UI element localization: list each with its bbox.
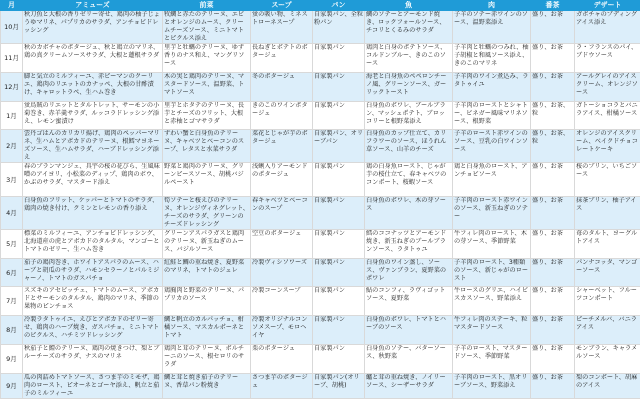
- tea-cell: 盛り、お茶: [531, 374, 575, 399]
- amuse-cell: 標菜のミルフィーユ、アンチョビドレッシング、北海道産の虎とアボカドのタルタル、マンゴーとトマトのゼリー、生ハム巻き: [23, 230, 163, 259]
- month-cell: 8月: [1, 316, 23, 345]
- amuse-cell: 白身魚のフリット、ケッパーとトマトのサラダ、鶏肉の焼き付け、クミンとレモンの香り添え: [23, 197, 163, 230]
- soup-cell: 冷製コーンスープ: [251, 287, 313, 316]
- tea-cell: 盛り、お茶: [531, 163, 575, 197]
- amuse-cell: 春のプランマンジェ、具宇の桜の花びら、生風味噌のアイヨリ、小松菜のディップ、鶏肉のボウ、かぶのサラダ、マスタード添え: [23, 163, 163, 197]
- tea-cell: 盛り、お茶: [531, 259, 575, 287]
- bread-cell: 自家製パン: [313, 73, 365, 102]
- column-header-tea: 番茶: [531, 1, 575, 11]
- fish-cell: 鶏肉と白身のポテトソース、コルドンブルー、きのこのソース: [365, 44, 453, 73]
- header-row: [1, 1, 640, 11]
- amuse-cell: 秋のカボチャのポタージュ、秋と鶏立のマリネ、鶏の真クリームソースサラダ、大根と蓮根サラダ: [23, 44, 163, 73]
- table-body: [1, 11, 640, 399]
- dessert-cell: パンナコッタ、マンゴーソース: [575, 259, 640, 287]
- fish-cell: 鶏の白身魚ロースト、じゃが芋の桜仕立て、春キャベツのコンポート、桜蝦ソース: [365, 163, 453, 197]
- column-header-meat: 肉: [453, 1, 531, 11]
- fish-cell: 白身魚のワイン蒸し、ソース、ヴァンブラン、夏野菜のポワレ: [365, 259, 453, 287]
- bread-cell: 自家製パン: [313, 345, 365, 374]
- column-header-bread: パン: [313, 1, 365, 11]
- table-row: [1, 163, 640, 197]
- meat-cell: 牛フィレ肉のロースト、木の芽ソース、季節野菜: [453, 230, 531, 259]
- tea-cell: 盛り、お茶: [531, 345, 575, 374]
- column-header-amuse: アミューズ: [23, 1, 163, 11]
- amuse-cell: スズキのアセビッチェ、トマトのムース、アボカドとサーモンのタルタル、鶏肉のマリネ、季節の果物のピンチョス: [23, 287, 163, 316]
- column-header-fish: 魚: [365, 1, 453, 11]
- table-row: [1, 130, 640, 163]
- table-row: [1, 73, 640, 102]
- fish-cell: 白身魚のポワレ、トマトとハーブのソース: [365, 316, 453, 345]
- appetizer-cell: 鶏肉と茸のテリーヌ、ポルチーニのソース、根セロリのサラダ: [163, 345, 251, 374]
- table-row: [1, 287, 640, 316]
- fish-cell: 白身魚のソテー、バターソース、秋野菜: [365, 345, 453, 374]
- dessert-cell: アールグレイのアイスクリーム、オレンジソース: [575, 73, 640, 102]
- soup-cell: 蛍の吸い物、ミネストローネスープ: [251, 11, 313, 44]
- table-row: [1, 197, 640, 230]
- fish-cell: 鱸と茸の重ね焼き、ノイリーソース、シーザーサラダ: [365, 374, 453, 399]
- meat-cell: 子羊肉のロースト、黒オリーブソース、野菜添え: [453, 374, 531, 399]
- dessert-cell: 梨のコンポート、胡麻のアイス: [575, 374, 640, 399]
- table-row: [1, 102, 640, 130]
- tea-cell: 盛り、お茶: [531, 73, 575, 102]
- month-cell: 4月: [1, 197, 23, 230]
- meat-cell: 子羊のソテー赤ワインのソース、温野菜添え: [453, 11, 531, 44]
- tea-cell: 盛り、お茶: [531, 316, 575, 345]
- tea-cell: 盛り、お茶: [531, 230, 575, 259]
- tea-cell: 盛り、お茶: [531, 44, 575, 73]
- bread-cell: 自家製パン(オリーブ、胡桃): [313, 374, 365, 399]
- dessert-cell: 桜のプリン、いちごソース: [575, 163, 640, 197]
- meat-cell: 子羊肉のワイン煮込み、ラタトゥイユ: [453, 73, 531, 102]
- dessert-cell: オレンジのアイスクリーム、ベイクドチョコレートケーキ: [575, 130, 640, 163]
- tea-cell: 盛り、お茶: [531, 11, 575, 44]
- appetizer-cell: 木の実と鶏肉のテリーヌ、マスタードソース、温野菜、トマトソース: [163, 73, 251, 102]
- dessert-cell: 抹茶プリン、柚子アイス: [575, 197, 640, 230]
- meat-cell: 子羊肉と牡蠣のつみれ、柚子胡椒と和風ソース添え、きのこのマリネ: [453, 44, 531, 73]
- table-row: [1, 316, 640, 345]
- bread-cell: 自家製パン: [313, 197, 365, 230]
- fish-cell: 白身魚のカップ仕立て、カリフラワーのソース、ほうれん草ソース、山羊のチーズ: [365, 130, 453, 163]
- column-header-dessert: デザート: [575, 1, 640, 11]
- fish-cell: 白身魚のポワレ、ブールブラン、マッシュポテト、ブロッコリーと根野菜添え: [365, 102, 453, 130]
- meat-cell: 子羊のロースト、マスタードソース、季節野菜: [453, 345, 531, 374]
- appetizer-cell: 里芋とホタテのテリーヌ、長芋とチーズのフリット、大根と赤柚とゴマサラダ: [163, 102, 251, 130]
- dessert-cell: ガボチャのプディングアイス添え: [575, 11, 640, 44]
- meat-cell: 牛フィレ肉のステーキ、粒マスタードソース: [453, 316, 531, 345]
- soup-cell: 浅蜊入りアーモンドのポタージュ: [251, 163, 313, 197]
- tea-cell: 盛り、お茶: [531, 197, 575, 230]
- table-row: [1, 374, 640, 399]
- appetizer-cell: 牧鯛と赤たのテリーヌ、エビとオレンジのムース、クリームチーズソース、ミニトマトとピクルス添え: [163, 11, 251, 44]
- month-cell: 2月: [1, 130, 23, 163]
- soup-cell: 空豆のポタージュ: [251, 230, 313, 259]
- fish-cell: 鱈のココナッツとアーモンド焼き、新玉ねぎのブールブランソース、ラタトゥユ: [365, 230, 453, 259]
- month-cell: 5月: [1, 230, 23, 259]
- dessert-cell: ガトーショコラとバニラアイス、柑橘ソース: [575, 102, 640, 130]
- month-cell: 9月: [1, 345, 23, 374]
- soup-cell: 冷製ヴィシソワーズ: [251, 259, 313, 287]
- month-cell: 6月: [1, 259, 23, 287]
- meat-cell: 鶏と白身魚のロースト、アンチョビソース: [453, 163, 531, 197]
- bread-cell: 自家製パン: [313, 44, 365, 73]
- amuse-cell: 冷製ラタトゥイユ、えびとアボカドのゼリー寄せ、鶏肉のハーブ焼き、ガスパチョ、ミニトマトのピクルス、ハチミツドレッシング: [23, 316, 163, 345]
- soup-cell: 長ねぎとポテトのポタージュ: [251, 44, 313, 73]
- appetizer-cell: 鯛と茸と焼き茄子のテリーヌ、香草パン粉焼き: [163, 374, 251, 399]
- fish-cell: 鮎のコンフィ、ラヴィゴットソース、夏野菜: [365, 287, 453, 316]
- column-header-month: 月: [1, 1, 23, 11]
- month-cell: 10月: [1, 11, 23, 44]
- amuse-cell: 茄子の鶏肉巻き、ホワイトアスパラのムース、ハーブと胡瓜のサラダ、ハモンセラーノとパルミジャーノ、トマトのガスパチョ: [23, 259, 163, 287]
- soup-cell: 菜花とじゃが芋のポタージュ: [251, 130, 313, 163]
- dessert-cell: ピーチメルバ、バニラアイス: [575, 316, 640, 345]
- table-row: [1, 44, 640, 73]
- amuse-cell: 蛍烏賊のリエットとタルトレット、サーモンの小菊巻き、赤羊羹サラダ、ルッコラドレッシング添え、レモン蜜漬け: [23, 102, 163, 130]
- month-cell: 12月: [1, 73, 23, 102]
- month-cell: 1月: [1, 102, 23, 130]
- bread-cell: 自家製パン: [313, 102, 365, 130]
- month-cell: 7月: [1, 287, 23, 316]
- dessert-cell: ラ・フランスのパイ、ブドウソース: [575, 44, 640, 73]
- bread-cell: 自家製パン: [313, 287, 365, 316]
- fish-cell: 白身魚のポワレ、木の芽ソース: [365, 197, 453, 230]
- appetizer-cell: 紅鮭と鯛の重ね焼き、夏野菜のマリネ、トマトのジュレ: [163, 259, 251, 287]
- appetizer-cell: 鯛と帆立のカルパッチョ、柑橘ソース、マスカルポーネとトマト: [163, 316, 251, 345]
- appetizer-cell: 里芋と牡蠣のテリーヌ、ゆず香りのナス和え、マングリソース: [163, 44, 251, 73]
- appetizer-cell: 筍ソテーと桜えびのテリーヌ、オレンジヴィネグレット、チーズのサラダ、グリーンのチーズドレッシング: [164, 197, 249, 228]
- meat-cell: 子羊肉のロースト、3種類のソース、新じゃがのロースト: [453, 259, 531, 287]
- meat-cell: 子羊肉のローストとシャトー、ビネガー風味マリネソース、根野菜: [453, 102, 531, 130]
- tea-cell: 盛り、お茶、粒: [531, 102, 575, 130]
- table-row: [1, 11, 640, 44]
- month-cell: 3月: [1, 163, 23, 197]
- appetizer-cell: 野菜と鶏肉のテリーヌ、グリーンピースソース、胡桃バジルペースト: [163, 163, 251, 197]
- soup-cell: 春キャベツとベーコンのスープ: [251, 197, 313, 230]
- soup-cell: 冬のポタージュ: [251, 73, 313, 102]
- table-row: [1, 345, 640, 374]
- bread-cell: 自家製パン、全粒粉パン: [313, 11, 365, 44]
- bread-cell: 自家製パン: [313, 259, 365, 287]
- amuse-cell: 秋刀魚と大根の香りゼリー寄せ、鶏肉の柚子じょうゆマリネ、パプリカのサラダ、アンチョビドレッシング: [23, 11, 163, 44]
- soup-cell: 栗のポタージュ: [251, 345, 313, 374]
- amuse-cell: 雲丹ゴはんのカリカリ揚げ、鶏肉のペッパーマリネ、生ハムとアボカドのテリーヌ、根鱈マヨネーズソース、生ハムサラダ、ハーブドレッシング添え: [23, 130, 163, 163]
- bread-cell: 自家製パン、オリーブパン: [313, 130, 365, 163]
- dessert-cell: 苺のタルト、ヨーグルトアイス: [575, 230, 640, 259]
- column-header-soup: スープ: [251, 1, 313, 11]
- meat-cell: 牛ロースのグリエ、ハイビスカスソース、野菜添え: [453, 287, 531, 316]
- bread-cell: 自家製パン: [313, 163, 365, 197]
- bread-cell: 自家製パン: [313, 230, 365, 259]
- appetizer-cell: グリーンアスパラガスと鶏肉のテリーヌ、新玉ねぎのムース、バジルソース: [163, 230, 251, 259]
- soup-cell: きのこのワインポタージュ: [251, 102, 313, 130]
- column-header-appetizer: 前菜: [163, 1, 251, 11]
- month-cell: 11月: [1, 44, 23, 73]
- tea-cell: 盛り、お茶: [531, 287, 575, 316]
- amuse-cell: 脚と気立のミルフィーユ、赤ピーマンのクーリエ、鶏肉のリエットのカナッペ、大根の甘酢漬け、キャロットラペ、生ハム巻き: [23, 73, 163, 102]
- soup-cell: 冷製オリジナルコンソメスープ、モロヘイヤ: [251, 316, 313, 345]
- tea-cell: 盛り、お茶、粒: [531, 130, 575, 163]
- bread-cell: 自家製パン: [313, 316, 365, 345]
- meat-cell: 子羊のロースト赤ワインのソース、豆乳の白ワインソース: [453, 130, 531, 163]
- amuse-cell: 秋茄子と鱧のテリーヌ、鶏肉の焼きつけ、梨とブルーチーズのサラダ、ナスのマリネ: [23, 345, 163, 374]
- dessert-cell: シャーベット、フルーツコンポート: [575, 287, 640, 316]
- soup-cell: さつま芋のポタージュ: [251, 374, 313, 399]
- meat-cell: 子羊肉のロースト赤ワインのソース、新玉ねぎのソテー: [453, 197, 531, 230]
- fish-cell: 海老と白身魚のペペロンチーノ風、グリーンソース、ガーリックトースト: [365, 73, 453, 102]
- table-row: [1, 230, 640, 259]
- amuse-cell: 瓜の肉詰めトマトソース、さつま芋のミモザ、鶏肉のロースト、ピオーネとゴーヤ添え、帆立と茄子のミルフィーユ: [23, 374, 163, 399]
- appetizer-cell: ずわい蟹と白身魚のテリーヌ、キャベツとベーコンのスープ、レタスと水菜サラダ: [163, 130, 251, 163]
- fish-cell: 鯛のソテーとアーモンド焼き、ロックフォールソース、チコリとくるみのサラダ: [365, 11, 453, 44]
- appetizer-cell: 鶏胸肉と野菜のテリーヌ、パプリカのソース: [163, 287, 251, 316]
- month-cell: 9月: [1, 374, 23, 399]
- table-row: [1, 259, 640, 287]
- dessert-cell: モンブラン、キャラメルソース: [575, 345, 640, 374]
